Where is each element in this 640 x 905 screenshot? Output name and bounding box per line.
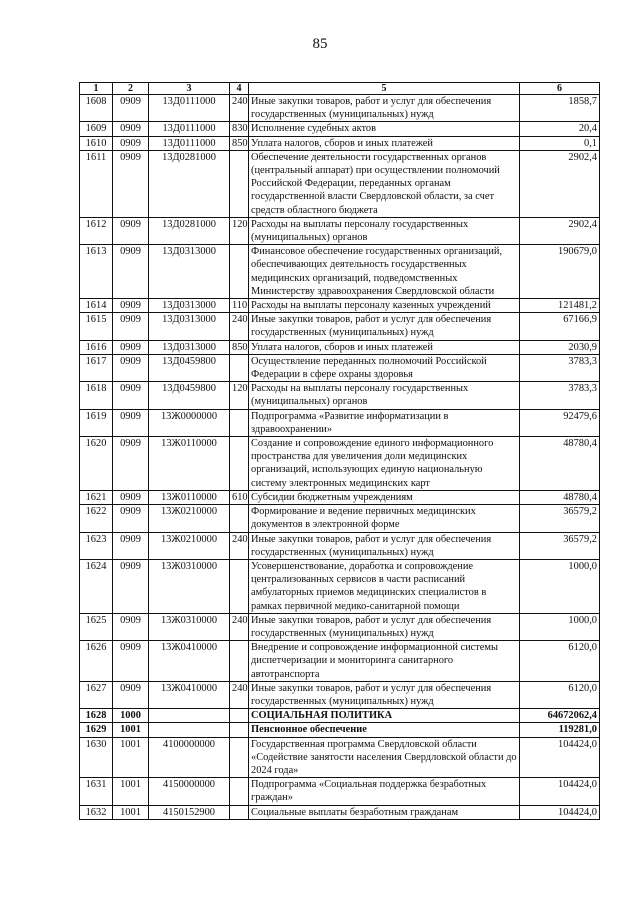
amount-cell: 104424,0 bbox=[520, 737, 600, 778]
section-code-cell: 0909 bbox=[113, 299, 149, 313]
row-number-cell: 1610 bbox=[80, 136, 113, 150]
row-number-cell: 1622 bbox=[80, 505, 113, 532]
target-code-cell: 13Д0111000 bbox=[149, 122, 230, 136]
target-code-cell: 13Д0313000 bbox=[149, 340, 230, 354]
amount-cell: 48780,4 bbox=[520, 490, 600, 504]
item-name-cell: Обеспечение деятельности государственных органов (центральный аппарат) при осуществлении полномочий Российской Федерации, переданных органам государственной власти Свердловской области, за счет средств областного бюджета bbox=[249, 150, 520, 217]
section-code-cell: 1001 bbox=[113, 737, 149, 778]
amount-cell: 3783,3 bbox=[520, 354, 600, 381]
amount-cell: 6120,0 bbox=[520, 681, 600, 708]
table-row bbox=[80, 217, 600, 244]
target-code-cell: 13Ж0210000 bbox=[149, 505, 230, 532]
item-name-cell: Субсидии бюджетным учреждениям bbox=[249, 490, 520, 504]
target-code-cell: 13Ж0410000 bbox=[149, 681, 230, 708]
item-name-cell: Пенсионное обеспечение bbox=[249, 723, 520, 737]
row-number-cell: 1631 bbox=[80, 778, 113, 805]
row-number-cell: 1623 bbox=[80, 532, 113, 559]
table-row bbox=[80, 505, 600, 532]
target-code-cell: 13Ж0000000 bbox=[149, 409, 230, 436]
header-target-code: 3 bbox=[149, 83, 230, 95]
header-section-code: 2 bbox=[113, 83, 149, 95]
table-row bbox=[80, 681, 600, 708]
target-code-cell: 13Д0459800 bbox=[149, 354, 230, 381]
section-code-cell: 1001 bbox=[113, 805, 149, 819]
amount-cell: 119281,0 bbox=[520, 723, 600, 737]
row-number-cell: 1628 bbox=[80, 709, 113, 723]
expense-type-cell: 850 bbox=[230, 136, 249, 150]
amount-cell: 2902,4 bbox=[520, 217, 600, 244]
section-code-cell: 0909 bbox=[113, 613, 149, 640]
target-code-cell: 4100000000 bbox=[149, 737, 230, 778]
amount-cell: 2030,9 bbox=[520, 340, 600, 354]
section-code-cell: 0909 bbox=[113, 217, 149, 244]
amount-cell: 67166,9 bbox=[520, 313, 600, 340]
table-row bbox=[80, 136, 600, 150]
amount-cell: 92479,6 bbox=[520, 409, 600, 436]
amount-cell: 121481,2 bbox=[520, 299, 600, 313]
item-name-cell: Осуществление переданных полномочий Российской Федерации в сфере охраны здоровья bbox=[249, 354, 520, 381]
item-name-cell: Создание и сопровождение единого информационного пространства для увеличения доли медицинских организаций, использующих единую национальную систему электронных медицинских карт bbox=[249, 437, 520, 491]
expense-type-cell bbox=[230, 245, 249, 299]
item-name-cell: Государственная программа Свердловской области «Содействие занятости населения Свердловской области до 2024 года» bbox=[249, 737, 520, 778]
target-code-cell: 4150000000 bbox=[149, 778, 230, 805]
amount-cell: 3783,3 bbox=[520, 382, 600, 409]
amount-cell: 1858,7 bbox=[520, 95, 600, 122]
table-row bbox=[80, 382, 600, 409]
target-code-cell: 13Ж0410000 bbox=[149, 641, 230, 682]
amount-cell: 48780,4 bbox=[520, 437, 600, 491]
table-row bbox=[80, 437, 600, 491]
target-code-cell: 13Д0111000 bbox=[149, 136, 230, 150]
section-code-cell: 0909 bbox=[113, 532, 149, 559]
target-code-cell: 13Д0313000 bbox=[149, 299, 230, 313]
header-row-number: 1 bbox=[80, 83, 113, 95]
target-code-cell: 13Ж0310000 bbox=[149, 559, 230, 613]
table-row bbox=[80, 409, 600, 436]
expense-type-cell bbox=[230, 409, 249, 436]
header-name: 5 bbox=[249, 83, 520, 95]
section-code-cell: 0909 bbox=[113, 382, 149, 409]
table-row bbox=[80, 559, 600, 613]
expense-type-cell bbox=[230, 737, 249, 778]
item-name-cell: Финансовое обеспечение государственных организаций, обеспечивающих деятельность государственных медицинских организаций, подведомственных Министерству здравоохранения Свердловской области bbox=[249, 245, 520, 299]
expense-type-cell bbox=[230, 641, 249, 682]
item-name-cell: Социальные выплаты безработным гражданам bbox=[249, 805, 520, 819]
expense-type-cell: 240 bbox=[230, 313, 249, 340]
section-code-cell: 0909 bbox=[113, 122, 149, 136]
amount-cell: 104424,0 bbox=[520, 778, 600, 805]
section-code-cell: 0909 bbox=[113, 313, 149, 340]
row-number-cell: 1619 bbox=[80, 409, 113, 436]
table-row bbox=[80, 737, 600, 778]
section-code-cell: 0909 bbox=[113, 490, 149, 504]
item-name-cell: Расходы на выплаты персоналу казенных учреждений bbox=[249, 299, 520, 313]
section-code-cell: 0909 bbox=[113, 641, 149, 682]
expense-type-cell: 240 bbox=[230, 532, 249, 559]
section-code-cell: 1001 bbox=[113, 723, 149, 737]
expense-type-cell bbox=[230, 437, 249, 491]
item-name-cell: Уплата налогов, сборов и иных платежей bbox=[249, 136, 520, 150]
section-code-cell: 0909 bbox=[113, 437, 149, 491]
row-number-cell: 1627 bbox=[80, 681, 113, 708]
section-code-cell: 0909 bbox=[113, 245, 149, 299]
row-number-cell: 1629 bbox=[80, 723, 113, 737]
table-row bbox=[80, 313, 600, 340]
section-code-cell: 0909 bbox=[113, 354, 149, 381]
expense-type-cell bbox=[230, 150, 249, 217]
table-row bbox=[80, 299, 600, 313]
expense-type-cell bbox=[230, 709, 249, 723]
table-row bbox=[80, 490, 600, 504]
item-name-cell: Иные закупки товаров, работ и услуг для обеспечения государственных (муниципальных) нужд bbox=[249, 532, 520, 559]
row-number-cell: 1608 bbox=[80, 95, 113, 122]
amount-cell: 36579,2 bbox=[520, 505, 600, 532]
row-number-cell: 1625 bbox=[80, 613, 113, 640]
table-row bbox=[80, 723, 600, 737]
item-name-cell: Расходы на выплаты персоналу государственных (муниципальных) органов bbox=[249, 217, 520, 244]
row-number-cell: 1618 bbox=[80, 382, 113, 409]
target-code-cell bbox=[149, 709, 230, 723]
table-row bbox=[80, 709, 600, 723]
amount-cell: 36579,2 bbox=[520, 532, 600, 559]
row-number-cell: 1614 bbox=[80, 299, 113, 313]
row-number-cell: 1613 bbox=[80, 245, 113, 299]
section-code-cell: 1001 bbox=[113, 778, 149, 805]
expense-type-cell bbox=[230, 505, 249, 532]
item-name-cell: Формирование и ведение первичных медицинских документов в электронной форме bbox=[249, 505, 520, 532]
expense-type-cell: 120 bbox=[230, 217, 249, 244]
item-name-cell: Уплата налогов, сборов и иных платежей bbox=[249, 340, 520, 354]
expense-type-cell bbox=[230, 559, 249, 613]
item-name-cell: Подпрограмма «Развитие информатизации в здравоохранении» bbox=[249, 409, 520, 436]
target-code-cell: 13Ж0210000 bbox=[149, 532, 230, 559]
section-code-cell: 0909 bbox=[113, 340, 149, 354]
row-number-cell: 1611 bbox=[80, 150, 113, 217]
table-row bbox=[80, 805, 600, 819]
page-number: 85 bbox=[312, 36, 328, 52]
section-code-cell: 0909 bbox=[113, 136, 149, 150]
amount-cell: 0,1 bbox=[520, 136, 600, 150]
table-row bbox=[80, 340, 600, 354]
target-code-cell: 13Д0111000 bbox=[149, 95, 230, 122]
target-code-cell: 13Д0313000 bbox=[149, 245, 230, 299]
target-code-cell: 4150152900 bbox=[149, 805, 230, 819]
table-header-row bbox=[80, 83, 600, 95]
section-code-cell: 0909 bbox=[113, 150, 149, 217]
expense-type-cell bbox=[230, 778, 249, 805]
expense-type-cell bbox=[230, 805, 249, 819]
row-number-cell: 1609 bbox=[80, 122, 113, 136]
amount-cell: 1000,0 bbox=[520, 613, 600, 640]
table-row bbox=[80, 95, 600, 122]
section-code-cell: 0909 bbox=[113, 505, 149, 532]
table-row bbox=[80, 122, 600, 136]
amount-cell: 104424,0 bbox=[520, 805, 600, 819]
row-number-cell: 1620 bbox=[80, 437, 113, 491]
expense-type-cell: 120 bbox=[230, 382, 249, 409]
section-code-cell: 0909 bbox=[113, 95, 149, 122]
expense-type-cell: 850 bbox=[230, 340, 249, 354]
expense-type-cell: 610 bbox=[230, 490, 249, 504]
item-name-cell: Иные закупки товаров, работ и услуг для обеспечения государственных (муниципальных) нужд bbox=[249, 613, 520, 640]
budget-table bbox=[79, 82, 600, 820]
target-code-cell: 13Д0313000 bbox=[149, 313, 230, 340]
item-name-cell: Иные закупки товаров, работ и услуг для обеспечения государственных (муниципальных) нужд bbox=[249, 95, 520, 122]
target-code-cell bbox=[149, 723, 230, 737]
amount-cell: 6120,0 bbox=[520, 641, 600, 682]
table-row bbox=[80, 613, 600, 640]
item-name-cell: Иные закупки товаров, работ и услуг для обеспечения государственных (муниципальных) нужд bbox=[249, 313, 520, 340]
item-name-cell: Исполнение судебных актов bbox=[249, 122, 520, 136]
amount-cell: 20,4 bbox=[520, 122, 600, 136]
expense-type-cell: 240 bbox=[230, 95, 249, 122]
item-name-cell: Подпрограмма «Социальная поддержка безработных граждан» bbox=[249, 778, 520, 805]
item-name-cell: Иные закупки товаров, работ и услуг для обеспечения государственных (муниципальных) нужд bbox=[249, 681, 520, 708]
amount-cell: 2902,4 bbox=[520, 150, 600, 217]
table-row bbox=[80, 354, 600, 381]
target-code-cell: 13Д0281000 bbox=[149, 150, 230, 217]
row-number-cell: 1617 bbox=[80, 354, 113, 381]
header-amount: 6 bbox=[520, 83, 600, 95]
amount-cell: 64672062,4 bbox=[520, 709, 600, 723]
amount-cell: 1000,0 bbox=[520, 559, 600, 613]
section-code-cell: 1000 bbox=[113, 709, 149, 723]
table-row bbox=[80, 778, 600, 805]
row-number-cell: 1626 bbox=[80, 641, 113, 682]
header-expense-type: 4 bbox=[230, 83, 249, 95]
expense-type-cell bbox=[230, 723, 249, 737]
row-number-cell: 1612 bbox=[80, 217, 113, 244]
table-row bbox=[80, 245, 600, 299]
row-number-cell: 1632 bbox=[80, 805, 113, 819]
amount-cell: 190679,0 bbox=[520, 245, 600, 299]
row-number-cell: 1624 bbox=[80, 559, 113, 613]
target-code-cell: 13Ж0110000 bbox=[149, 437, 230, 491]
target-code-cell: 13Ж0310000 bbox=[149, 613, 230, 640]
row-number-cell: 1616 bbox=[80, 340, 113, 354]
item-name-cell: Усовершенствование, доработка и сопровождение централизованных сервисов в части расписаний амбулаторных приемов медицинских специалистов в рамках первичной медико-санитарной помощи bbox=[249, 559, 520, 613]
expense-type-cell: 830 bbox=[230, 122, 249, 136]
row-number-cell: 1615 bbox=[80, 313, 113, 340]
target-code-cell: 13Д0459800 bbox=[149, 382, 230, 409]
section-code-cell: 0909 bbox=[113, 409, 149, 436]
section-code-cell: 0909 bbox=[113, 559, 149, 613]
table-row bbox=[80, 532, 600, 559]
item-name-cell: Внедрение и сопровождение информационной системы диспетчеризации и мониторинга санитарного автотранспорта bbox=[249, 641, 520, 682]
expense-type-cell: 240 bbox=[230, 681, 249, 708]
expense-type-cell: 240 bbox=[230, 613, 249, 640]
section-code-cell: 0909 bbox=[113, 681, 149, 708]
target-code-cell: 13Д0281000 bbox=[149, 217, 230, 244]
item-name-cell: Расходы на выплаты персоналу государственных (муниципальных) органов bbox=[249, 382, 520, 409]
item-name-cell: СОЦИАЛЬНАЯ ПОЛИТИКА bbox=[249, 709, 520, 723]
table-row bbox=[80, 641, 600, 682]
expense-type-cell bbox=[230, 354, 249, 381]
table-row bbox=[80, 150, 600, 217]
target-code-cell: 13Ж0110000 bbox=[149, 490, 230, 504]
row-number-cell: 1630 bbox=[80, 737, 113, 778]
row-number-cell: 1621 bbox=[80, 490, 113, 504]
expense-type-cell: 110 bbox=[230, 299, 249, 313]
